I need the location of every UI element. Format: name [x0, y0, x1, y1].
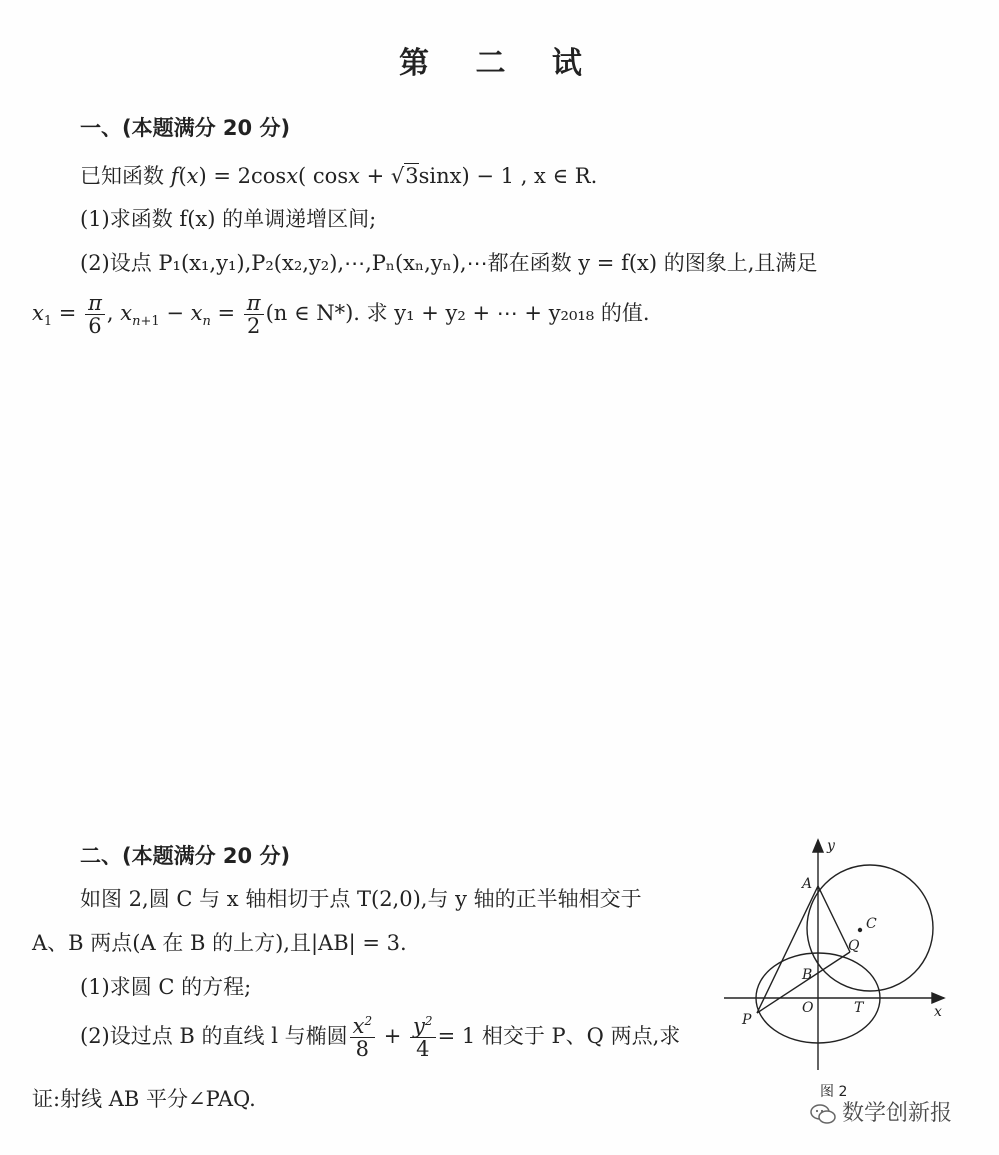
q2-part2-suffix: = 1 相交于 P、Q 两点,求: [437, 1024, 681, 1049]
q1-part2-line2: $x_1$ = $\frac{\pi}{6}$ , $x_{n+1} - x_n$ = $\frac{\pi}{2}$ (n ∈ N*). 求 y₁ + y₂ + ⋯ + y₂₀₁₈ 的值.: [32, 291, 650, 339]
y-axis-arrow: [813, 840, 823, 852]
line-ap: [757, 886, 818, 1013]
watermark-text: 数学创新报: [842, 1101, 953, 1126]
label-x: x: [934, 1004, 942, 1020]
q2-part2-prefix: (2)设过点 B 的直线 l 与椭圆: [80, 1024, 348, 1049]
fraction-pi-over-2: $\frac{\pi}{2}$: [244, 292, 264, 337]
q1-function-line: 已知函数 f(x) = 2cosx( cosx + √3sinx) − 1 , x ∈ R.: [80, 164, 598, 188]
figure-caption: 图 2: [820, 1084, 848, 1100]
fraction-pi-over-6: $\frac{\pi}{6}$: [85, 292, 105, 337]
q1-function-tail: sinx) − 1 , x ∈ R.: [418, 164, 598, 188]
x-axis-arrow: [932, 993, 944, 1003]
q2-heading: 二、(本题满分 20 分): [80, 844, 291, 868]
label-y: y: [827, 838, 835, 854]
q1-part2-line2-tail: (n ∈ N*). 求 y₁ + y₂ + ⋯ + y₂₀₁₈ 的值.: [265, 301, 650, 326]
label-t: T: [854, 1000, 864, 1016]
q2-line2: A、B 两点(A 在 B 的上方),且|AB| = 3.: [32, 931, 407, 955]
q1-function-prefix: 已知函数: [80, 164, 164, 188]
label-c: C: [866, 916, 877, 932]
q2-line1: 如图 2,圆 C 与 x 轴相切于点 T(2,0),与 y 轴的正半轴相交于: [80, 887, 642, 911]
fraction-x2-over-8: $\frac{x^2}{8}$: [350, 1015, 375, 1060]
page-title: 第 二 试: [399, 46, 600, 81]
label-p: P: [742, 1012, 752, 1028]
wechat-icon: [810, 1103, 836, 1125]
q1-heading: 一、(本题满分 20 分): [80, 116, 291, 140]
watermark: [810, 1096, 952, 1127]
label-a: A: [802, 876, 813, 892]
label-b: B: [802, 967, 813, 983]
label-o: O: [802, 1000, 814, 1016]
fraction-y2-over-4: $\frac{y^2}{4}$: [410, 1015, 436, 1060]
figure-2: [722, 832, 952, 1102]
q2-part2: (2)设过点 B 的直线 l 与椭圆 $\frac{x^2}{8}$ + $\frac{y^2}{4}$ = 1 相交于 P、Q 两点,求: [80, 1014, 681, 1062]
q1-part1: (1)求函数 f(x) 的单调递增区间;: [80, 207, 377, 231]
q1-part2-line1: (2)设点 P₁(x₁,y₁),P₂(x₂,y₂),⋯,Pₙ(xₙ,yₙ),⋯都在函数 y = f(x) 的图象上,且满足: [80, 251, 818, 275]
line-aq: [818, 886, 850, 952]
point-c-dot: [858, 928, 862, 932]
q2-part1: (1)求圆 C 的方程;: [80, 975, 252, 999]
label-q: Q: [848, 938, 860, 954]
q2-last-line: 证:射线 AB 平分∠PAQ.: [32, 1087, 256, 1111]
